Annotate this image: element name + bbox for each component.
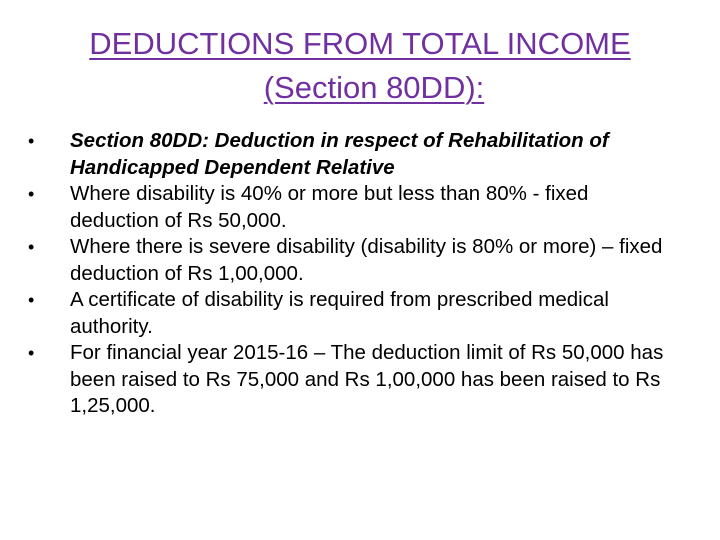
bullet-marker: • (28, 343, 35, 363)
slide-title (40, 22, 680, 110)
bullet-text: For financial year 2015-16 – The deduction limit of Rs 50,000 has been raised to Rs 75,000 and Rs 1,00,000 has been raised to Rs 1,25,000. (70, 341, 664, 417)
title-line-1 (40, 22, 680, 66)
bullet-item (28, 234, 678, 287)
bullet-text: Where there is severe disability (disability is 80% or more) – fixed deduction of Rs 1,00,000. (70, 235, 663, 285)
bullet-text: Where disability is 40% or more but less than 80% - fixed deduction of Rs 50,000. (70, 182, 589, 232)
bullet-text: Section 80DD: Deduction in respect of Rehabilitation of Handicapped Dependent Relative (70, 129, 609, 179)
bullet-marker: • (28, 184, 35, 204)
bullet-text: A certificate of disability is required from prescribed medical authority. (70, 288, 609, 338)
bullet-marker: • (28, 237, 35, 257)
bullet-item (28, 287, 678, 340)
bullet-marker: • (28, 290, 35, 310)
title-line-2 (40, 66, 680, 110)
title-line-1-text: DEDUCTIONS FROM TOTAL INCOME (89, 26, 631, 61)
bullet-marker: • (28, 131, 35, 151)
bullet-list (28, 128, 678, 420)
bullet-item (28, 128, 678, 181)
bullet-item (28, 181, 678, 234)
title-line-2-text: (Section 80DD): (263, 70, 485, 105)
bullet-item (28, 340, 678, 420)
